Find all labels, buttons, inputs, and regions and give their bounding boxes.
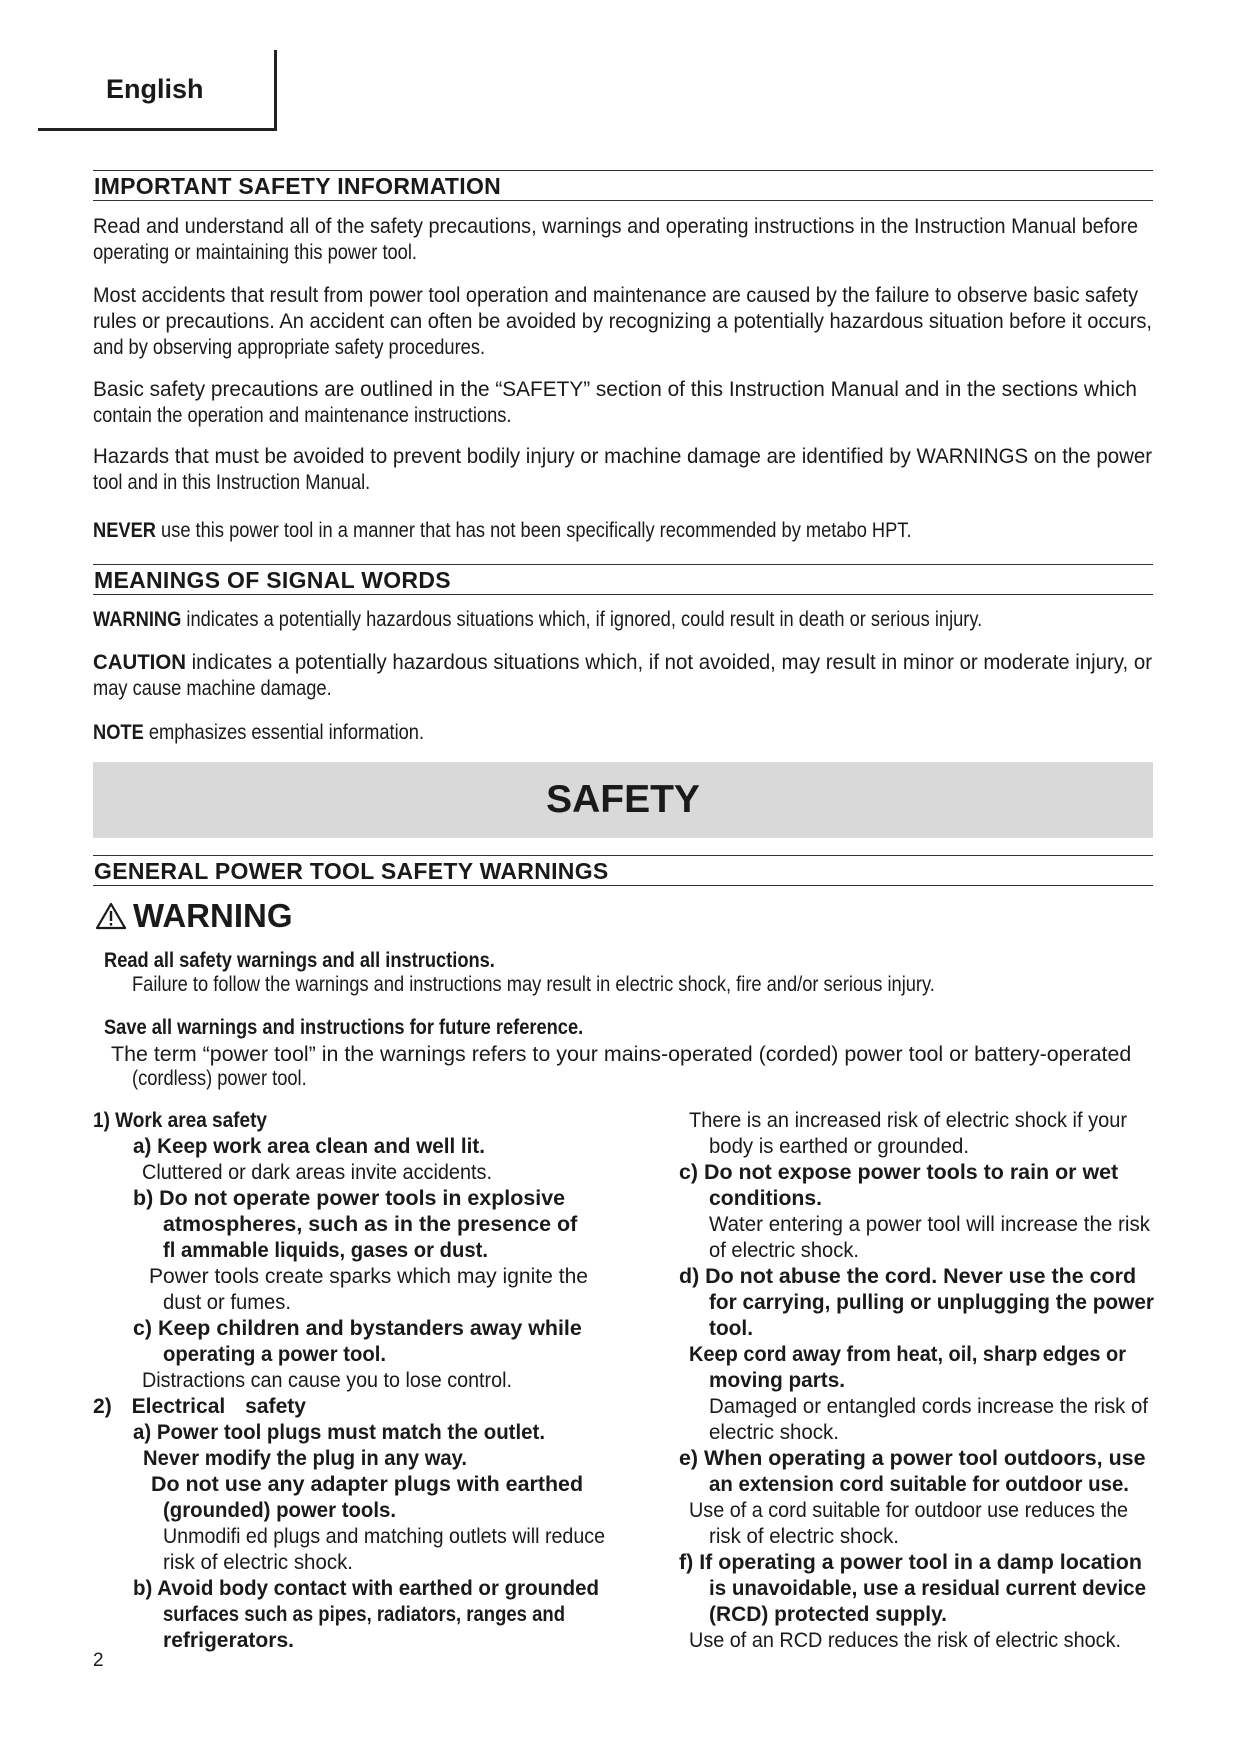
text-line: Distractions can cause you to lose control. [142,1369,512,1392]
text-line: a) Power tool plugs must match the outlet. [133,1421,545,1444]
warning-heading-text: WARNING [133,897,293,934]
text-line: indicates a potentially hazardous situations which, if not avoided, may result in minor or moderate injury, or [185,651,1152,674]
safety-banner-title: SAFETY [546,778,700,821]
list-item [689,1498,1155,1524]
list-item [709,1212,1160,1238]
signal-words-title: MEANINGS OF SIGNAL WORDS [94,567,451,593]
text-line: Read and understand all of the safety precautions, warnings and operating instructions in the Instruction Manual before [93,215,1138,238]
text-line: Cluttered or dark areas invite accidents. [142,1161,492,1184]
list-item [163,1628,294,1654]
note-definition [93,720,474,746]
never-word: NEVER [93,519,156,542]
general-warnings-title: GENERAL POWER TOOL SAFETY WARNINGS [94,858,609,884]
text-line: b) Avoid body contact with earthed or grounded [133,1577,599,1600]
list-item [709,1602,948,1628]
list-item [143,1446,480,1472]
text-line: Never modify the plug in any way. [143,1447,467,1470]
list-item [709,1394,1162,1420]
list-item [133,1576,611,1602]
text-line: a) Keep work area clean and well lit. [133,1135,485,1158]
text-line: Save all warnings and instructions for future reference. [104,1016,584,1039]
text-line: may cause machine damage. [93,677,332,700]
text-line: and by observing appropriate safety procedures. [93,336,486,359]
list-item [163,1550,358,1576]
text-line: Do not use any adapter plugs with earthed [151,1473,584,1496]
list-item [679,1446,1146,1472]
safety-banner [93,762,1153,838]
page-number: 2 [93,1650,104,1671]
list-item [709,1524,904,1550]
text-line: operating or maintaining this power tool. [93,241,417,264]
text-line: Basic safety precautions are outlined in the “SAFETY” section of this Instruction Manual and in the sections which [93,378,1137,401]
text-line: fl ammable liquids, gases or dust. [163,1239,488,1262]
list-item [133,1134,491,1160]
list-item [133,1186,566,1212]
text-line: There is an increased risk of electric shock if your [689,1109,1127,1132]
important-para-1 [93,214,1199,266]
list-item [133,1420,557,1446]
text-line: b) Do not operate power tools in explosive [133,1187,566,1210]
text-line: Keep cord away from heat, oil, sharp edges or [689,1343,1126,1366]
text-line: an extension cord suitable for outdoor use. [709,1473,1129,1496]
text-line: Failure to follow the warnings and instructions may result in electric shock, fire and/or serious injury. [132,973,935,996]
caution-definition [93,650,1183,702]
section-heading-electrical [93,1394,305,1420]
text-line: Use of an RCD reduces the risk of electric shock. [689,1629,1121,1652]
list-item [709,1134,978,1160]
list-item [163,1602,619,1628]
list-item [163,1342,394,1368]
text-line: e) When operating a power tool outdoors, use [679,1447,1146,1470]
save-all-instructions [104,1015,655,1041]
text-line: Water entering a power tool will increase the risk [709,1213,1150,1236]
text-line: f) If operating a power tool in a damp location [679,1551,1142,1574]
important-para-4 [93,444,1181,496]
list-item [151,1472,584,1498]
text-line: tool. [709,1317,753,1340]
text-line: Read all safety warnings and all instructions. [104,949,495,972]
failure-statement [132,972,1055,998]
text-line: (RCD) protected supply. [709,1603,947,1626]
text-line: risk of electric shock. [163,1551,353,1574]
text-line: indicates a potentially hazardous situations which, if ignored, could result in death or serious injury. [181,608,983,631]
text-line: Most accidents that result from power tool operation and maintenance are caused by the failure to observe basic safety [93,284,1138,307]
warning-definition [93,607,1115,633]
power-tool-term-cont [132,1066,333,1092]
text-line: electric shock. [709,1421,839,1444]
text-line: emphasizes essential information. [143,721,425,744]
list-item [163,1524,636,1550]
list-item [709,1472,1141,1498]
important-safety-header [93,170,1153,201]
important-para-3 [93,377,1147,429]
text-line: atmospheres, such as in the presence of [163,1213,578,1236]
list-item [679,1160,1119,1186]
text-line: Hazards that must be avoided to prevent bodily injury or machine damage are identified by WARNINGS on the power [93,445,1152,468]
text-line: operating a power tool. [163,1343,386,1366]
never-statement [93,518,1034,544]
list-item [163,1290,296,1316]
list-item [142,1368,535,1394]
text-line: risk of electric shock. [709,1525,899,1548]
text-line: surfaces such as pipes, radiators, ranges and [163,1603,565,1626]
warning-triangle-icon [95,902,127,930]
list-item [709,1186,821,1212]
language-label: English [106,74,204,104]
text-line: The term “power tool” in the warnings refers to your mains-operated (corded) power tool or battery-operated [111,1043,1132,1066]
warning-word: WARNING [93,608,182,631]
list-item [133,1316,582,1342]
text-line: conditions. [709,1187,822,1210]
text-line: c) Do not expose power tools to rain or wet [679,1161,1119,1184]
important-safety-title: IMPORTANT SAFETY INFORMATION [94,173,502,199]
text-line: for carrying, pulling or unplugging the power [709,1291,1154,1314]
list-item [142,1160,512,1186]
list-item [163,1238,500,1264]
list-item [709,1290,1158,1316]
text-line: c) Keep children and bystanders away while [133,1317,582,1340]
text-line: body is earthed or grounded. [709,1135,969,1158]
text-line: moving parts. [709,1369,845,1392]
list-item [709,1420,842,1446]
list-item [163,1212,578,1238]
text-line: d) Do not abuse the cord. Never use the cord [679,1265,1137,1288]
text-line: dust or fumes. [163,1291,291,1314]
list-item [163,1498,403,1524]
text-line: refrigerators. [163,1629,294,1652]
section-heading-work-area [93,1108,285,1134]
important-para-2 [93,283,1201,361]
list-item [689,1108,1149,1134]
text-line: tool and in this Instruction Manual. [93,471,371,494]
caution-word: CAUTION [93,651,186,674]
power-tool-term [111,1042,1132,1068]
text-line: rules or precautions. An accident can often be avoided by recognizing a potentially hazardous situation before it occurs, [93,310,1152,333]
text-line: of electric shock. [709,1239,859,1262]
text-line: is unavoidable, use a residual current device [709,1577,1146,1600]
note-word: NOTE [93,721,144,744]
text-line: (grounded) power tools. [163,1499,396,1522]
list-item [679,1550,1142,1576]
list-item [709,1316,753,1342]
text-line: 1) Work area safety [93,1109,267,1132]
text-line: 2) Electrical safety [93,1395,306,1418]
general-warnings-header [93,855,1153,886]
language-tab [38,50,277,131]
list-item [679,1264,1137,1290]
list-item [689,1628,1147,1654]
read-all-instructions [104,948,553,974]
list-item [709,1238,865,1264]
list-item [149,1264,587,1290]
list-item [709,1368,847,1394]
text-line: Power tools create sparks which may ignite the [149,1265,588,1288]
list-item [689,1342,1149,1368]
text-line: Damaged or entangled cords increase the risk of [709,1395,1148,1418]
text-line: (cordless) power tool. [132,1067,307,1090]
text-line: use this power tool in a manner that has not been specifically recommended by metabo HPT. [155,519,912,542]
list-item [709,1576,1156,1602]
text-line: Unmodifi ed plugs and matching outlets will reduce [163,1525,605,1548]
text-line: Use of a cord suitable for outdoor use reduces the [689,1499,1128,1522]
signal-words-header [93,564,1153,595]
text-line: contain the operation and maintenance instructions. [93,404,512,427]
